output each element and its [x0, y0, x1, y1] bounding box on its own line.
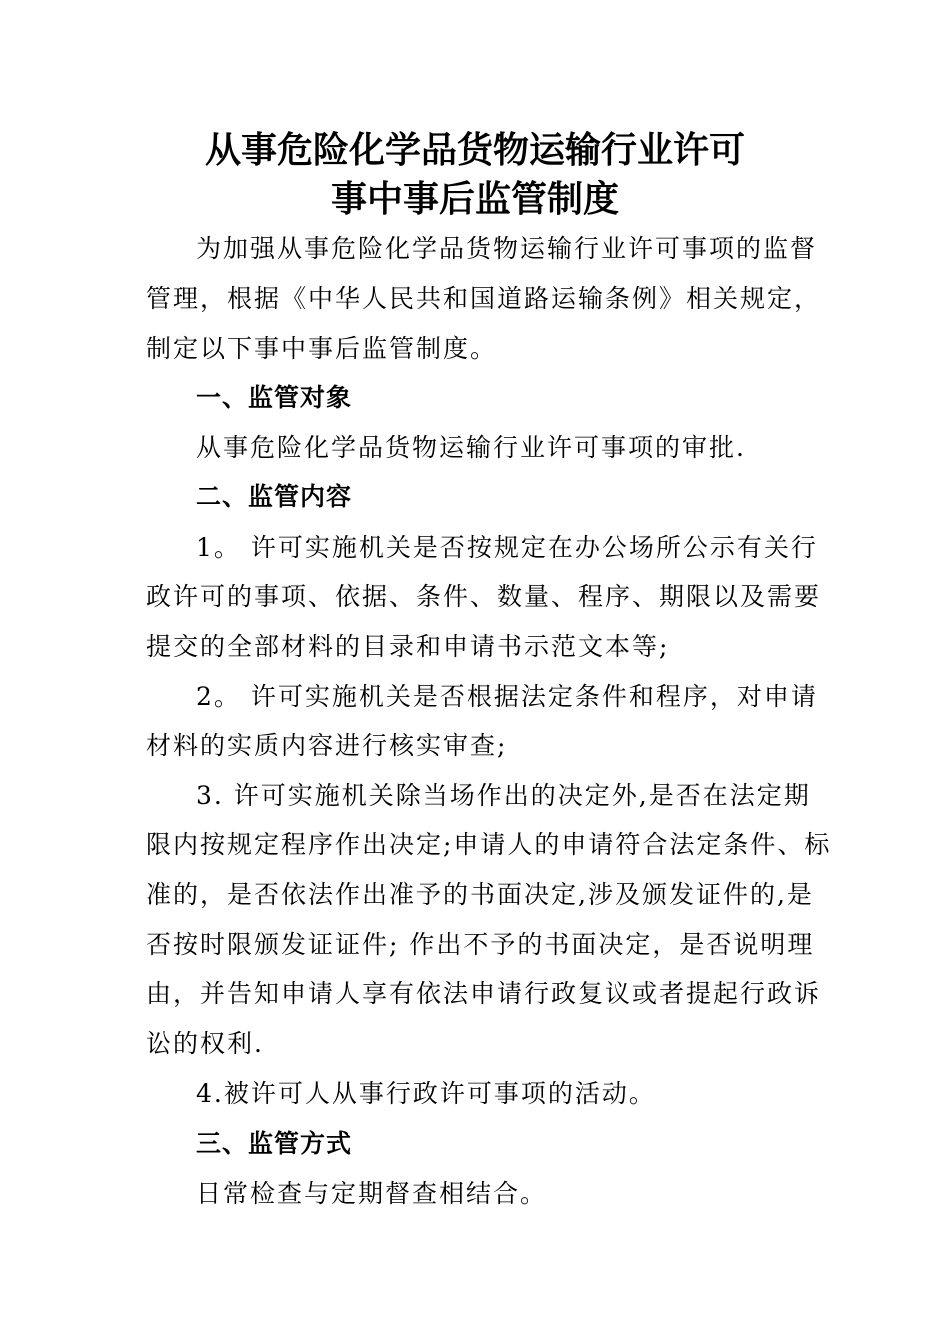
content-item-2-line: 2。 许可实施机关是否根据法定条件和程序，对申请 [196, 682, 818, 711]
document-title-line-2: 事中事后监管制度 [330, 179, 619, 220]
content-item-3-line: 3. 许可实施机关除当场作出的决定外,是否在法定期 [196, 781, 811, 810]
document-title-line-1: 从事危险化学品货物运输行业许可 [204, 130, 745, 171]
intro-paragraph-line: 制定以下事中事后监管制度。 [146, 334, 498, 363]
section-objects-text: 从事危险化学品货物运输行业许可事项的审批. [196, 433, 746, 462]
content-item-3-line: 限内按规定程序作出决定;申请人的申请符合法定条件、标 [146, 830, 832, 859]
content-item-2-line: 材料的实质内容进行核实审查; [146, 731, 508, 760]
content-item-4: 4.被许可人从事行政许可事项的活动。 [196, 1079, 656, 1108]
content-item-3-line: 否按时限颁发证证件; 作出不予的书面决定，是否说明理 [146, 930, 815, 959]
intro-paragraph-line: 为加强从事危险化学品货物运输行业许可事项的监督 [196, 234, 818, 263]
content-item-1-line: 1。 许可实施机关是否按规定在办公场所公示有关行 [196, 533, 818, 562]
content-item-3-line: 准的，是否依法作出准予的书面决定,涉及颁发证件的,是 [146, 880, 814, 909]
section-heading-objects: 一、监管对象 [196, 383, 353, 412]
content-item-1-line: 政许可的事项、依据、条件、数量、程序、期限以及需要 [146, 582, 822, 611]
section-heading-methods: 三、监管方式 [196, 1129, 353, 1158]
section-heading-content: 二、监管内容 [196, 482, 353, 511]
content-item-1-line: 提交的全部材料的目录和申请书示范文本等; [146, 632, 670, 661]
content-item-3-line: 讼的权利. [146, 1029, 264, 1058]
section-methods-text: 日常检查与定期督查相结合。 [196, 1179, 548, 1208]
content-item-3-line: 由，并告知申请人享有依法申请行政复议或者提起行政诉 [146, 979, 822, 1008]
intro-paragraph-line: 管理，根据《中华人民共和国道路运输条例》相关规定， [146, 284, 822, 313]
